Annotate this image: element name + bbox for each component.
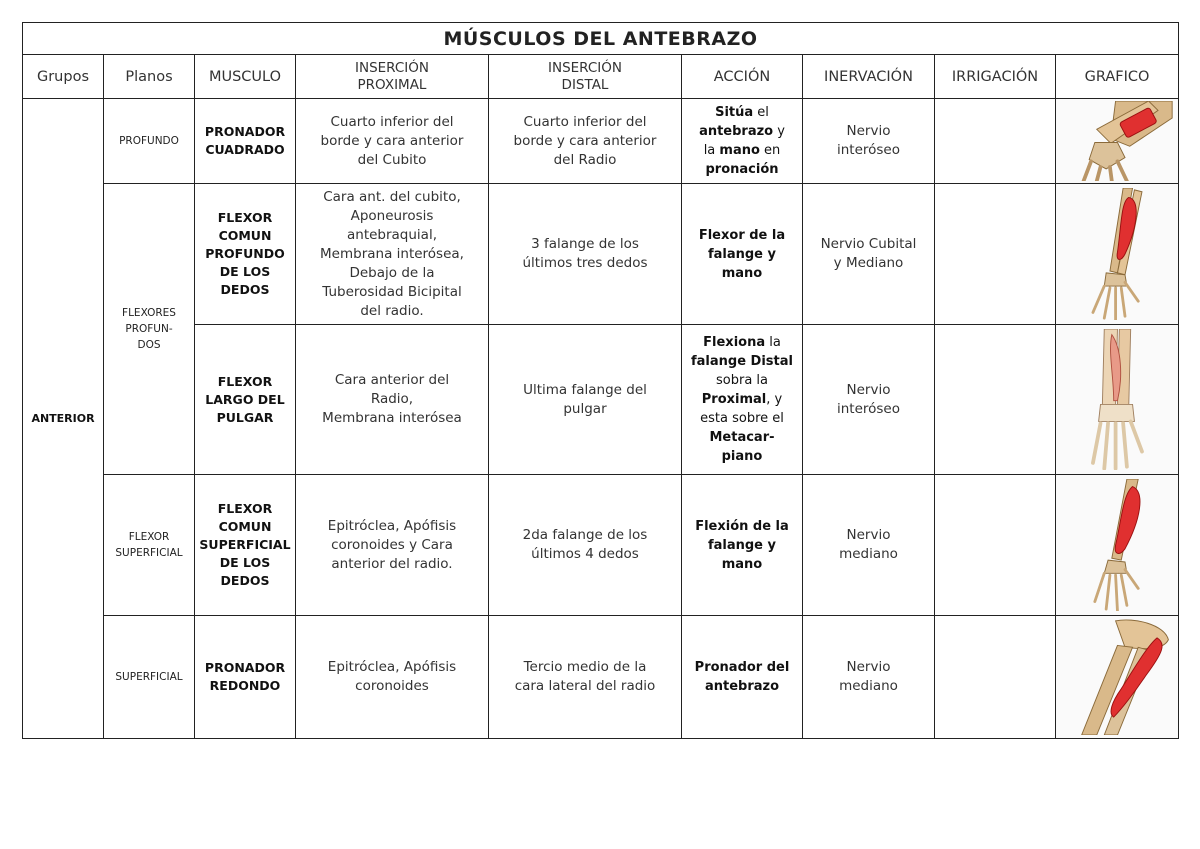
text-line [685, 555, 799, 574]
text: y [773, 124, 785, 139]
text-line: últimos 4 dedos [531, 546, 639, 562]
text-line: Radio, [370, 391, 414, 407]
innervation-cell [803, 99, 935, 184]
text-line [685, 658, 799, 677]
muscle-cell [195, 184, 296, 325]
text-line: antebraquial, [346, 226, 437, 243]
text-line: Nervio [846, 381, 891, 398]
header-text: DISTAL [561, 76, 609, 93]
text-line: interóseo [836, 142, 901, 158]
action-cell [682, 616, 803, 739]
header-irrigacion: IRRIGACIÓN [935, 55, 1056, 99]
text: la [765, 335, 781, 350]
text-line [685, 409, 799, 428]
text-line: SUPERFICIAL [115, 547, 183, 559]
bold-text: pronación [705, 162, 779, 177]
text-line: PRONADOR [204, 660, 286, 675]
action-cell [682, 99, 803, 184]
irrigation-cell [935, 475, 1056, 616]
text-line: Cara anterior del [334, 372, 450, 388]
text-line [685, 517, 799, 536]
bold-text: falange Distal [691, 354, 793, 369]
text-line [685, 141, 799, 160]
bold-text: antebrazo [704, 679, 780, 694]
text-line: interóseo [836, 400, 901, 417]
header-grafico: GRAFICO [1056, 55, 1179, 99]
action-cell [682, 184, 803, 325]
proximal-cell [296, 325, 489, 475]
text-line [685, 160, 799, 179]
text-line: últimos tres dedos [522, 255, 648, 271]
innervation-cell [803, 325, 935, 475]
text-line [685, 536, 799, 555]
plane-cell [104, 184, 195, 475]
muscle-cell [195, 475, 296, 616]
header-text: INSERCIÓN [547, 59, 623, 76]
graphic-cell [1056, 475, 1179, 616]
graphic-cell [1056, 99, 1179, 184]
action-cell [682, 475, 803, 616]
bold-text: Flexor de la [698, 227, 786, 243]
text-line: borde y cara anterior [320, 132, 464, 149]
text-line [685, 390, 799, 409]
text-line: Membrana interósea, [320, 245, 464, 262]
text-line: del Radio [553, 151, 617, 168]
text-line [685, 226, 799, 245]
bold-text: Metacar- [709, 430, 775, 445]
forearm-flexor-digitorum-profundus-icon [1059, 188, 1175, 321]
bold-text: piano [721, 449, 763, 464]
text-line: FLEXOR [217, 210, 273, 225]
forearm-pronator-teres-icon [1059, 619, 1175, 735]
header-musculo: MUSCULO [195, 55, 296, 99]
text-line: DE LOS [219, 264, 271, 279]
text: el [753, 105, 769, 120]
text-line: LARGO DEL [205, 391, 285, 407]
text-line: coronoides y Cara [331, 536, 453, 553]
group-cell: ANTERIOR [23, 99, 104, 739]
text-line: mediano [839, 678, 898, 694]
text-line: REDONDO [209, 678, 281, 693]
distal-cell [489, 616, 682, 739]
table-row [23, 184, 1179, 325]
innervation-cell [803, 616, 935, 739]
irrigation-cell [935, 616, 1056, 739]
page-title: MÚSCULOS DEL ANTEBRAZO [23, 23, 1179, 55]
text-line: DEDOS [220, 573, 270, 588]
header-inervacion: INERVACIÓN [803, 55, 935, 99]
text: esta sobre el [700, 411, 784, 426]
bold-text: Sitúa [715, 105, 754, 120]
text-line: PROFUNDO [205, 246, 285, 261]
text: , y [766, 392, 783, 407]
plane-cell: PROFUNDO [104, 99, 195, 184]
text-line: FLEXOR [128, 531, 170, 543]
header-accion: ACCIÓN [682, 55, 803, 99]
table-row [23, 325, 1179, 475]
irrigation-cell [935, 99, 1056, 184]
text-line: DEDOS [220, 282, 270, 297]
muscle-cell [195, 99, 296, 184]
plane-cell: SUPERFICIAL [104, 616, 195, 739]
text-line: SUPERFICIAL [199, 537, 291, 552]
text-line: DE LOS [219, 555, 271, 570]
text-line: del Cubito [357, 151, 427, 168]
text-line: 3 falange de los [531, 236, 639, 252]
bold-text: Flexión de la [695, 518, 789, 534]
text-line: Tercio medio de la [523, 659, 647, 675]
text-line: Ultima falange del [523, 381, 647, 398]
table-row [23, 99, 1179, 184]
text-line: PRONADOR [204, 124, 286, 139]
text: la [703, 143, 720, 158]
bold-text: antebrazo [699, 124, 774, 139]
table-row [23, 475, 1179, 616]
text-line: Nervio [846, 527, 891, 543]
proximal-cell [296, 99, 489, 184]
bold-text: Pronador del [694, 660, 790, 675]
text-line: anterior del radio. [331, 555, 453, 572]
text-line: Nervio [846, 123, 891, 139]
irrigation-cell [935, 325, 1056, 475]
distal-cell [489, 325, 682, 475]
text-line: Debajo de la [349, 264, 435, 281]
graphic-cell [1056, 184, 1179, 325]
bold-text: falange y [707, 246, 777, 262]
forearm-flexor-pollicis-longus-icon [1059, 329, 1175, 470]
header-text: INSERCIÓN [354, 59, 430, 76]
text-line [685, 103, 799, 122]
header-insercion-distal [489, 55, 682, 99]
text-line: Cuarto inferior del [523, 113, 647, 130]
innervation-cell [803, 184, 935, 325]
text-line: coronoides [355, 678, 429, 694]
text-line: DOS [137, 339, 161, 351]
text-line [685, 371, 799, 390]
text-line [685, 352, 799, 371]
text-line: PROFUN- [125, 323, 173, 335]
proximal-cell [296, 475, 489, 616]
forearm-pronator-quadratus-icon [1059, 101, 1175, 181]
text-line: CUADRADO [205, 142, 285, 157]
bold-text: mano [719, 143, 760, 158]
text-line: Cuarto inferior del [330, 113, 454, 130]
text-line: Aponeurosis [350, 207, 434, 224]
text-line: Membrana interósea [322, 410, 462, 426]
text-line: COMUN [218, 519, 272, 534]
graphic-cell [1056, 325, 1179, 475]
bold-text: mano [721, 265, 763, 281]
innervation-cell [803, 475, 935, 616]
header-grupos: Grupos [23, 55, 104, 99]
text-line: pulgar [563, 400, 607, 417]
text: en [759, 143, 781, 158]
header-text: PROXIMAL [357, 76, 427, 93]
text-line: borde y cara anterior [513, 132, 657, 149]
muscle-cell [195, 616, 296, 739]
text-line: mediano [839, 546, 898, 562]
table-row [23, 616, 1179, 739]
text: sobra la [716, 373, 768, 388]
bold-text: falange y [707, 537, 777, 553]
text-line: del radio. [360, 302, 424, 319]
proximal-cell [296, 184, 489, 325]
text-line [685, 122, 799, 141]
text-line: Cara ant. del cubito, [323, 188, 461, 205]
text-line: Tuberosidad Bicipital [322, 283, 462, 300]
text-line: PULGAR [216, 409, 274, 425]
bold-text: Flexiona [703, 335, 766, 350]
text-line [685, 264, 799, 283]
header-insercion-proximal [296, 55, 489, 99]
text-line: Epitróclea, Apófisis [327, 659, 457, 675]
bold-text: Proximal [701, 392, 767, 407]
text-line: Epitróclea, Apófisis [327, 517, 457, 534]
distal-cell [489, 184, 682, 325]
text-line: FLEXOR [217, 373, 273, 389]
plane-cell [104, 475, 195, 616]
text-line: COMUN [218, 228, 272, 243]
text-line: Nervio Cubital [820, 236, 917, 252]
distal-cell [489, 99, 682, 184]
text-line: FLEXORES [122, 307, 176, 319]
text-line [685, 447, 799, 466]
muscle-cell [195, 325, 296, 475]
header-planos: Planos [104, 55, 195, 99]
action-cell [682, 325, 803, 475]
text-line [685, 677, 799, 696]
irrigation-cell [935, 184, 1056, 325]
text-line [685, 428, 799, 447]
bold-text: mano [721, 556, 763, 572]
graphic-cell [1056, 616, 1179, 739]
text-line: 2da falange de los [522, 527, 648, 543]
text-line [685, 333, 799, 352]
proximal-cell [296, 616, 489, 739]
text-line [685, 245, 799, 264]
forearm-flexor-digitorum-superficialis-icon [1059, 479, 1175, 612]
muscles-table [22, 22, 1179, 739]
distal-cell [489, 475, 682, 616]
text-line: FLEXOR [217, 501, 273, 516]
header-row [23, 55, 1179, 99]
text-line: y Mediano [833, 255, 904, 271]
text-line: Nervio [846, 659, 891, 675]
text-line: cara lateral del radio [514, 678, 656, 694]
